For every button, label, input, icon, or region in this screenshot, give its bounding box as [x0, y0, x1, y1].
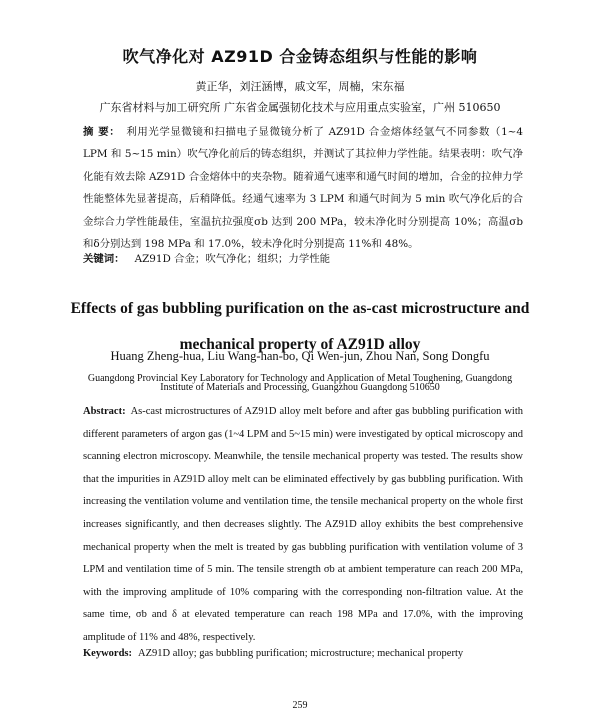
chinese-abstract-label: 摘 要：	[83, 126, 121, 138]
chinese-abstract-text: 利用光学显微镜和扫描电子显微镜分析了 AZ91D 合金熔体经氩气不同参数（1~4 LPM 和 5~15 min）吹气净化前后的铸态组织，并测试了其拉伸力学性能。结果表明：吹气净化能有效去除 AZ91D 合金熔体中的夹杂物。随着通气速率和通气时间的增加，合金的拉伸力学性能整体先显著提高，后稍降低。经通气速率为 3 LPM 和通气时间为 5 min 吹气净化后的合金综合力学性能最佳，室温抗拉强度σb 达到 200 MPa，较未净化时分别提高 10%；高温σb 和δ分别达到 198 MPa 和 17.0%，较未净化时分别提高 11%和 48%。	[83, 126, 523, 251]
chinese-authors: 黄正华，刘汪涵博，戚文军，周楠，宋东福	[195, 80, 405, 93]
english-affiliation-line1: Guangdong Provincial Key Laboratory for Technology and Application of Metal Toughening, Guangdong	[87, 373, 513, 384]
chinese-keywords	[83, 250, 523, 265]
english-abstract	[83, 384, 523, 650]
english-affiliation-line2: Institute of Materials and Processing, Guangzhou Guangdong 510650	[160, 382, 440, 393]
english-keywords-text: AZ91D alloy; gas bubbling purification; microstructure; mechanical property	[138, 648, 464, 659]
english-authors: Huang Zheng-hua, Liu Wang-han-bo, Qi Wen-jun, Zhou Nan, Song Dongfu	[110, 349, 490, 363]
chinese-title: 吹气净化对 AZ91D 合金铸态组织与性能的影响	[122, 47, 478, 66]
chinese-keywords-label: 关键词：	[83, 253, 125, 265]
english-keywords	[83, 648, 523, 659]
page-number: 259	[292, 700, 308, 711]
english-keywords-label: Keywords:	[83, 648, 132, 659]
english-abstract-label: Abstract:	[83, 406, 126, 417]
chinese-affiliation: 广东省材料与加工研究所 广东省金属强韧化技术与应用重点实验室，广州 510650	[99, 101, 501, 114]
chinese-keywords-text: AZ91D 合金；吹气净化；组织；力学性能	[134, 253, 330, 265]
english-abstract-text: As-cast microstructures of AZ91D alloy melt before and after gas bubbling purification with different parameters of argon gas (1~4 LPM and 5~15 min) were investigated by optical microscopy and scanning electron microscopy. Meanwhile, the tensile mechanical property was tested. The results show that the impurities in AZ91D alloy melt can be eliminated effectively by gas bubbling purification. With increasing the ventilation volume and ventilation time, the tensile mechanical property on the whole first increases significantly, and then decreases slightly. The AZ91D alloy exhibits the best comprehensive mechanical property when the melt is treated by gas bubbling purification with ventilation volume of 3 LPM and ventilation time of 5 min. The tensile strength σb at ambient temperature can reach 200 MPa, with the improving amplitude of 10% comparing with the corresponding non-filtration value. At the same time, σb and δ at elevated temperature can reach 198 MPa and 17.0%, with the improving amplitude of 11% and 48%, respectively.	[83, 406, 523, 643]
chinese-abstract	[83, 121, 523, 255]
english-title: Effects of gas bubbling purification on the as-cast microstructure and mechanical property of AZ91D alloy	[70, 300, 530, 353]
